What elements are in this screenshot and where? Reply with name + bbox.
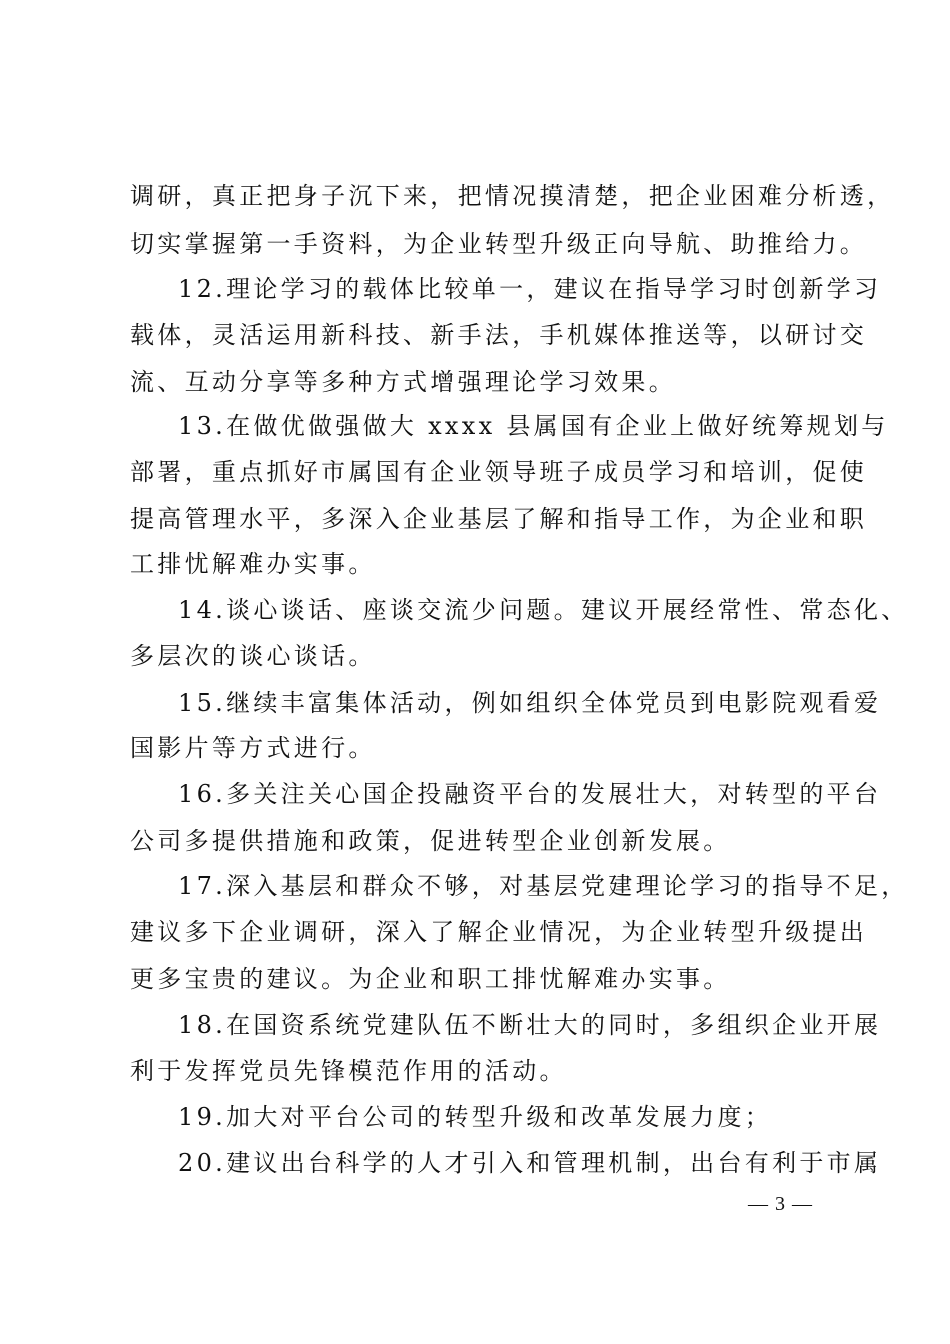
paragraph-12-first-line: 12.理论学习的载体比较单一，建议在指导学习时创新学习 xyxy=(178,275,882,303)
body-text-line: 流、互动分享等多种方式增强理论学习效果。 xyxy=(130,368,676,396)
paragraph-18-first-line: 18.在国资系统党建队伍不断壮大的同时，多组织企业开展 xyxy=(178,1011,882,1039)
paragraph-14-first-line: 14.谈心谈话、座谈交流少问题。建议开展经常性、常态化、 xyxy=(178,596,909,624)
body-text-line: 调研，真正把身子沉下来，把情况摸清楚，把企业困难分析透， xyxy=(130,182,895,210)
body-text-line: 更多宝贵的建议。为企业和职工排忧解难办实事。 xyxy=(130,965,731,993)
body-text-line: 工排忧解难办实事。 xyxy=(130,550,376,578)
paragraph-16-first-line: 16.多关注关心国企投融资平台的发展壮大，对转型的平台 xyxy=(178,780,882,808)
paragraph-15-first-line: 15.继续丰富集体活动，例如组织全体党员到电影院观看爱 xyxy=(178,689,882,717)
body-text-line: 多层次的谈心谈话。 xyxy=(130,642,376,670)
body-text-line: 切实掌握第一手资料，为企业转型升级正向导航、助推给力。 xyxy=(130,230,868,258)
body-text-line: 提高管理水平，多深入企业基层了解和指导工作，为企业和职 xyxy=(130,505,868,533)
body-text-line: 利于发挥党员先锋模范作用的活动。 xyxy=(130,1057,567,1085)
paragraph-19-first-line: 19.加大对平台公司的转型升级和改革发展力度； xyxy=(178,1103,773,1131)
body-text-line: 部署，重点抓好市属国有企业领导班子成员学习和培训，促使 xyxy=(130,458,868,486)
paragraph-17-first-line: 17.深入基层和群众不够，对基层党建理论学习的指导不足， xyxy=(178,872,909,900)
body-text-line: 国影片等方式进行。 xyxy=(130,734,376,762)
body-text-line: 载体，灵活运用新科技、新手法，手机媒体推送等，以研讨交 xyxy=(130,321,868,349)
paragraph-13-first-line: 13.在做优做强做大 xxxx 县属国有企业上做好统筹规划与 xyxy=(178,412,889,440)
body-text-line: 建议多下企业调研，深入了解企业情况，为企业转型升级提出 xyxy=(130,918,868,946)
page-number: — 3 — xyxy=(748,1193,813,1215)
body-text-line: 公司多提供措施和政策，促进转型企业创新发展。 xyxy=(130,827,731,855)
paragraph-20-first-line: 20.建议出台科学的人才引入和管理机制，出台有利于市属 xyxy=(178,1149,882,1177)
